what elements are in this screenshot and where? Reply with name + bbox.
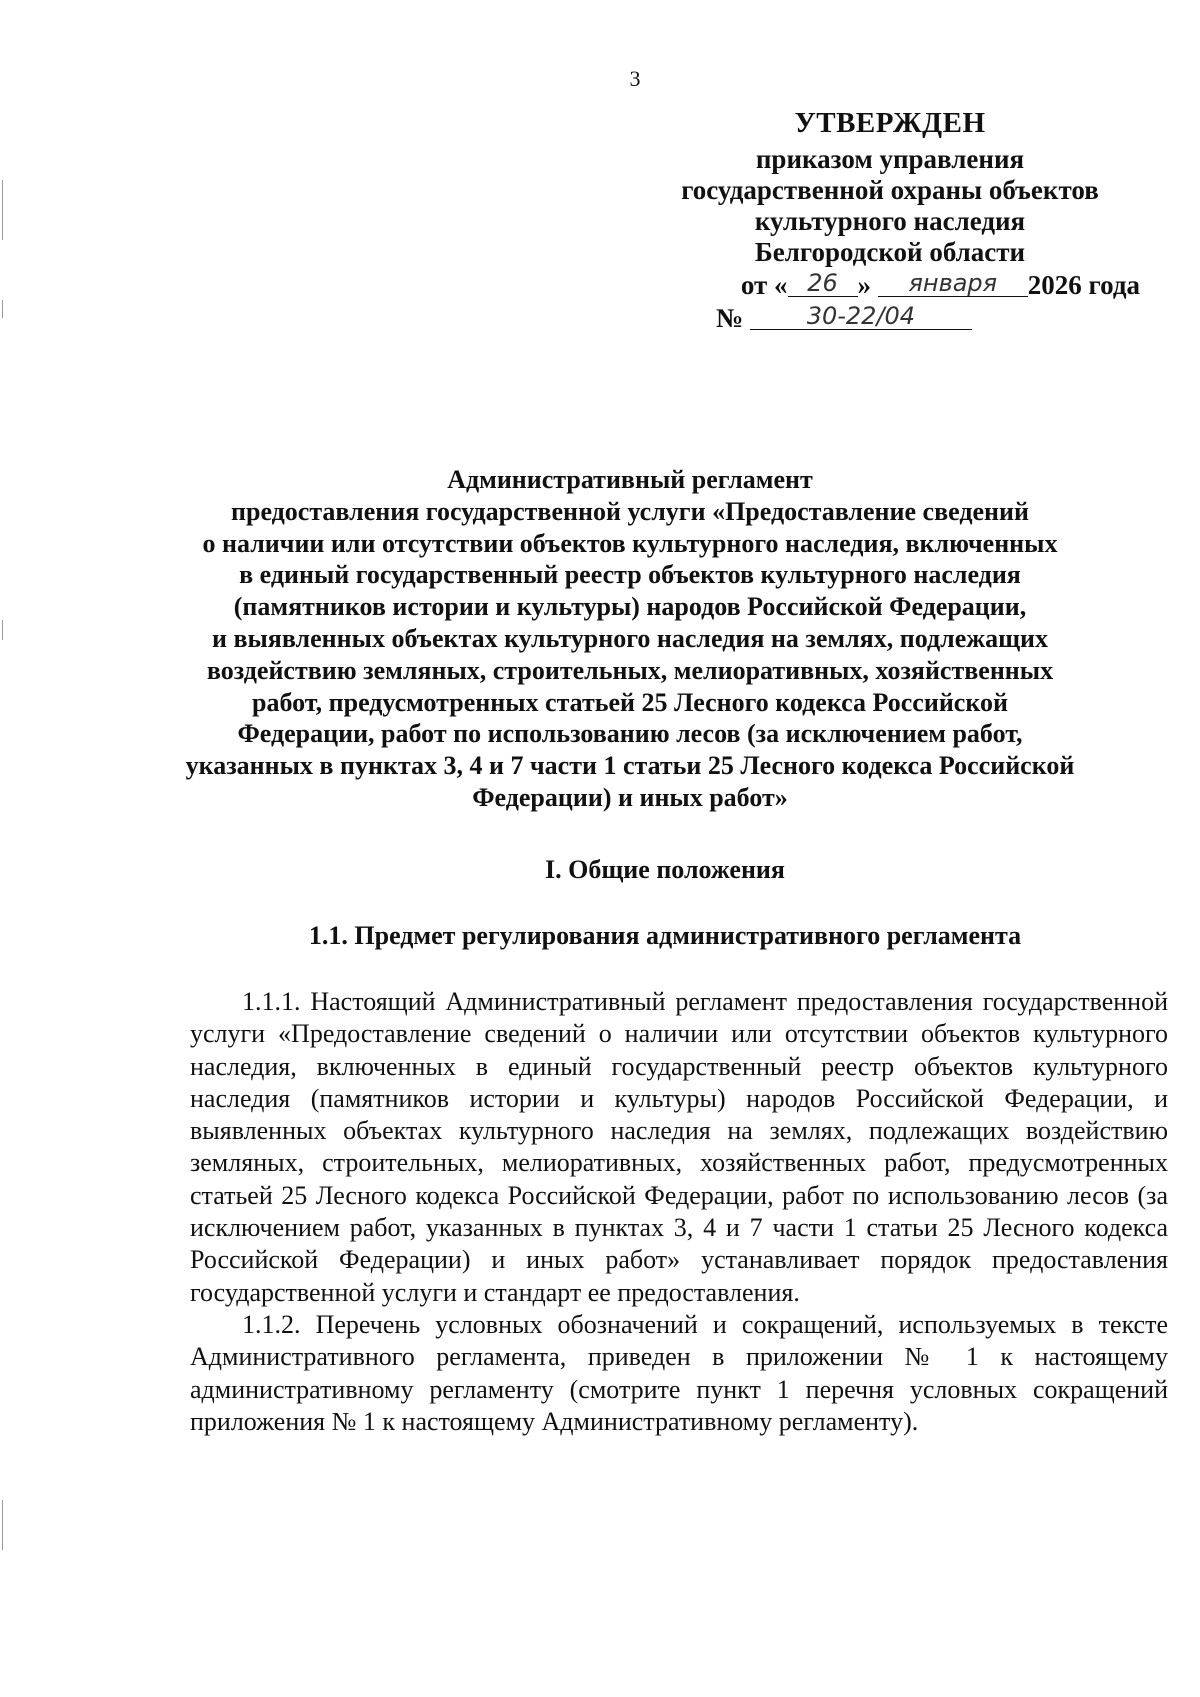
section-heading-1: I. Общие положения bbox=[545, 855, 785, 884]
document-title bbox=[170, 464, 1090, 814]
date-prefix: от « bbox=[740, 270, 788, 300]
title-line: (памятников истории и культуры) народов Российской Федерации, bbox=[233, 592, 1027, 622]
title-line: Федерации, работ по использованию лесов (за исключением работ, bbox=[237, 719, 1023, 749]
title-line: Федерации) и иных работ» bbox=[472, 782, 788, 812]
scan-margin-mark bbox=[2, 620, 3, 640]
approval-line: приказом управления bbox=[755, 144, 1025, 174]
title-line: о наличии или отсутствии объектов культурного наследия, включенных bbox=[202, 528, 1058, 558]
paragraph-1-1-2: 1.1.2. Перечень условных обозначений и сокращений, используемых в тексте Административного регламента, приведен в приложении № 1 к настоящему административному регламенту (смотрите пункт 1 перечня условных сокращений приложения № 1 к настоящему Административному регламенту). bbox=[190, 1309, 1168, 1436]
approval-number bbox=[640, 303, 1140, 334]
date-suffix: 2026 года bbox=[1027, 270, 1140, 300]
title-line: предоставления государственной услуги «Предоставление сведений bbox=[231, 496, 1029, 526]
number-handwritten: 30-22/04 bbox=[806, 302, 916, 330]
day-handwritten: 26 bbox=[807, 269, 838, 297]
date-mid: » bbox=[857, 270, 872, 300]
month-blank bbox=[878, 270, 1028, 297]
body-text bbox=[190, 986, 1168, 1438]
scan-margin-mark bbox=[2, 300, 3, 318]
title-line: указанных в пунктах 3, 4 и 7 части 1 статьи 25 Лесного кодекса Российской bbox=[185, 751, 1075, 781]
title-line: Административный регламент bbox=[447, 465, 813, 494]
number-blank bbox=[750, 303, 972, 330]
title-line: работ, предусмотренных статьей 25 Лесного кодекса Российской bbox=[252, 687, 1008, 717]
approval-line: Белгородской области bbox=[754, 237, 1026, 267]
approval-stamp-block bbox=[640, 108, 1140, 334]
page-number: 3 bbox=[629, 66, 641, 91]
paragraph-1-1-1: 1.1.1. Настоящий Административный регламент предоставления государственной услуги «Предоставление сведений о наличии или отсутствии объектов культурного наследия, включенных в единый государственный реестр объектов культурного наследия (памятников истории и культуры) народов Российской Федерации, и выявленных объектах культурного наследия на землях, подлежащих воздействию земляных, строительных, мелиоративных, хозяйственных работ, предусмотренных статьей 25 Лесного кодекса Российской Федерации, работ по использованию лесов (за исключением работ, указанных в пунктах 3, 4 и 7 части 1 статьи 25 Лесного кодекса Российской Федерации) и иных работ» устанавливает порядок предоставления государственной услуги и стандарт ее предоставления. bbox=[190, 987, 1168, 1307]
day-blank bbox=[788, 270, 858, 297]
approval-line: государственной охраны объектов bbox=[681, 175, 1099, 205]
approval-line: культурного наследия bbox=[754, 206, 1026, 236]
scan-margin-mark bbox=[2, 1500, 3, 1550]
section-heading-1-1: 1.1. Предмет регулирования административного регламента bbox=[308, 921, 1022, 950]
title-line: в единый государственный реестр объектов культурного наследия bbox=[239, 560, 1021, 590]
approval-heading: УТВЕРЖДЕН bbox=[794, 107, 986, 139]
title-line: воздействию земляных, строительных, мелиоративных, хозяйственных bbox=[206, 655, 1054, 685]
month-handwritten: января bbox=[908, 269, 998, 297]
number-prefix: № bbox=[716, 303, 744, 333]
approval-date bbox=[640, 270, 1140, 301]
title-line: и выявленных объектах культурного наследия на землях, подлежащих bbox=[211, 623, 1049, 653]
scan-margin-mark bbox=[2, 180, 3, 240]
